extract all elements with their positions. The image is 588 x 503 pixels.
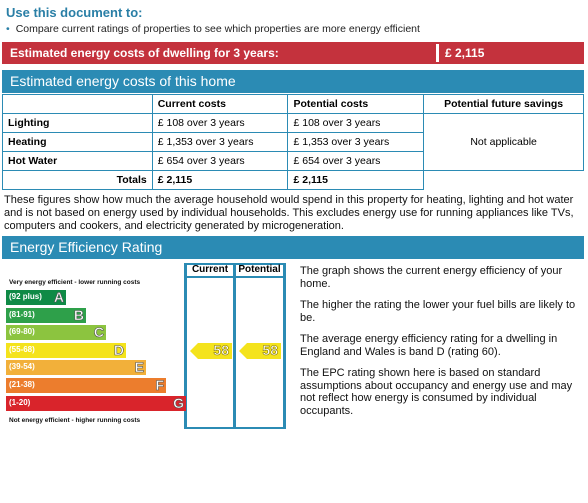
current-rating-badge bbox=[190, 343, 232, 359]
table-header-row bbox=[3, 95, 584, 114]
description-paragraph: The average energy efficiency rating for a dwelling in England and Wales is band D (rating 60). bbox=[300, 333, 558, 358]
potential-rating-value: 58 bbox=[262, 341, 278, 358]
band-range: (21-38) bbox=[9, 380, 35, 389]
description-paragraph: The EPC rating shown here is based on standard assumptions about occupancy and energy use and may not reflect how energy is consumed by individual occupants. bbox=[300, 367, 573, 417]
rating-band-e bbox=[6, 360, 146, 375]
band-letter: D bbox=[113, 341, 124, 358]
energy-costs-table bbox=[2, 94, 584, 190]
current-column-header: Current bbox=[191, 264, 229, 275]
rating-band-c bbox=[6, 325, 106, 340]
dwelling-cost-label: Estimated energy costs of dwelling for 3 years: bbox=[10, 46, 279, 60]
rating-band-b bbox=[6, 308, 86, 323]
band-letter: C bbox=[93, 324, 104, 341]
band-letter: B bbox=[73, 306, 84, 323]
totals-potential: £ 2,115 bbox=[288, 171, 424, 190]
use-bullet-item bbox=[6, 23, 420, 35]
band-letter: G bbox=[173, 394, 184, 411]
rating-band-f bbox=[6, 378, 166, 393]
divider bbox=[436, 44, 439, 62]
band-letter: E bbox=[134, 359, 144, 376]
rating-band-a bbox=[6, 290, 66, 305]
dwelling-cost-bar bbox=[2, 42, 584, 64]
potential-cost-cell: £ 654 over 3 years bbox=[288, 152, 424, 171]
row-label: Heating bbox=[3, 133, 153, 152]
inefficient-label: Not energy efficient - higher running costs bbox=[9, 417, 141, 424]
table-header bbox=[3, 95, 153, 114]
potential-cost-cell: £ 1,353 over 3 years bbox=[288, 133, 424, 152]
band-range: (69-80) bbox=[9, 327, 35, 337]
energy-rating-chart bbox=[4, 263, 292, 429]
band-range: (1-20) bbox=[9, 397, 31, 407]
band-letter: A bbox=[53, 289, 64, 305]
table-header: Potential future savings bbox=[424, 95, 584, 114]
description-paragraph: The graph shows the current energy efficiency of your home. bbox=[300, 265, 563, 290]
band-range: (55-68) bbox=[9, 344, 35, 354]
rating-section-title: Energy Efficiency Rating bbox=[10, 239, 163, 255]
potential-column-header: Potential bbox=[238, 264, 281, 275]
row-label: Hot Water bbox=[3, 152, 153, 171]
table-header: Potential costs bbox=[288, 95, 424, 114]
rating-band-d bbox=[6, 343, 126, 358]
savings-cell: Not applicable bbox=[424, 114, 584, 171]
potential-cost-cell: £ 108 over 3 years bbox=[288, 114, 424, 133]
row-label: Lighting bbox=[3, 114, 153, 133]
band-range: (39-54) bbox=[9, 362, 35, 372]
costs-note: These figures show how much the average household would spend in this property for heating, lighting and hot water and is not based on energy used by individual households. This excludes energy use for running appliances like TVs, computers and cookers, and electricity generated by microgeneration. bbox=[4, 194, 574, 232]
rating-band-g bbox=[6, 396, 186, 411]
table-header: Current costs bbox=[152, 95, 288, 114]
use-document-title: Use this document to: bbox=[6, 5, 143, 20]
band-letter: F bbox=[155, 377, 164, 393]
empty-cell bbox=[424, 171, 584, 190]
rating-description bbox=[300, 265, 584, 426]
current-rating-value: 58 bbox=[213, 341, 229, 358]
totals-label: Totals bbox=[3, 171, 153, 190]
chart-border bbox=[184, 276, 286, 278]
totals-row bbox=[3, 171, 584, 190]
description-paragraph: The higher the rating the lower your fuel bills are likely to be. bbox=[300, 299, 576, 324]
use-bullet-text: Compare current ratings of properties to see which properties are more energy efficient bbox=[15, 23, 420, 35]
current-cost-cell: £ 1,353 over 3 years bbox=[152, 133, 288, 152]
current-cost-cell: £ 654 over 3 years bbox=[152, 152, 288, 171]
dwelling-cost-value: £ 2,115 bbox=[445, 46, 485, 60]
costs-section-title: Estimated energy costs of this home bbox=[10, 73, 236, 89]
efficient-label: Very energy efficient - lower running costs bbox=[9, 279, 141, 286]
band-range: (92 plus) bbox=[9, 292, 42, 301]
band-range: (81-91) bbox=[9, 309, 35, 319]
rating-section-header bbox=[2, 236, 584, 259]
totals-current: £ 2,115 bbox=[152, 171, 288, 190]
chart-border bbox=[283, 263, 286, 429]
table-row bbox=[3, 114, 584, 133]
current-cost-cell: £ 108 over 3 years bbox=[152, 114, 288, 133]
chart-border bbox=[184, 427, 286, 429]
bullet-icon: • bbox=[6, 23, 10, 35]
chart-border bbox=[233, 263, 236, 429]
potential-rating-badge bbox=[239, 343, 281, 359]
costs-section-header bbox=[2, 70, 584, 93]
